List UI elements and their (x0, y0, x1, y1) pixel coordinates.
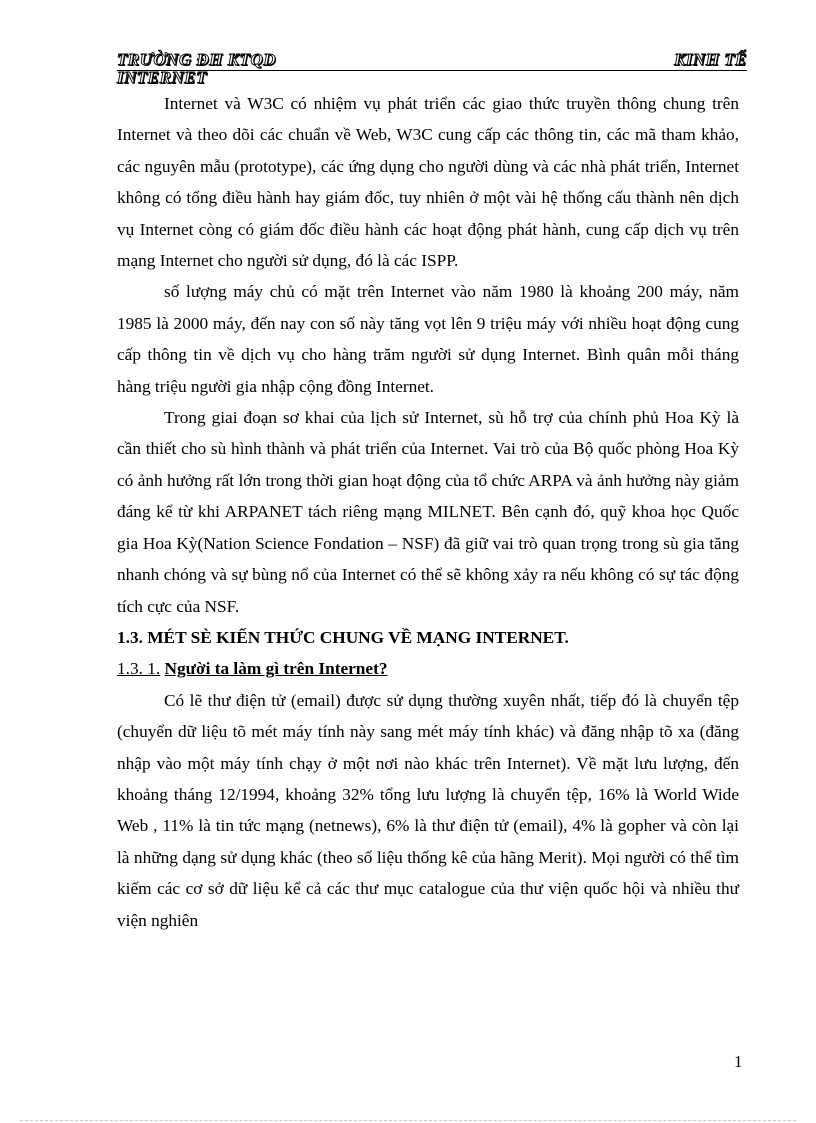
document-body (117, 88, 739, 936)
paragraph: Internet và W3C có nhiệm vụ phát triển các giao thức truyền thông chung trên Internet và theo dõi các chuẩn về Web, W3C cung cấp các thông tin, các mã tham khảo, các nguyên mẫu (prototype), các ứng dụng cho người dùng và các nhà phát triển, Internet không có tổng điều hành hay giám đốc, tuy nhiên ở một vài hệ thống cấu thành nên dịch vụ Internet còng có giám đốc điều hành các hoạt động phát hành, cung cấp dịch vụ trên mạng Internet cho người sử dụng, đó là các ISPP. (117, 94, 739, 271)
header-rule (117, 70, 747, 71)
header-topic: INTERNET (117, 68, 207, 87)
subsection-heading (117, 653, 739, 684)
paragraph: số lượng máy chủ có mặt trên Internet vào năm 1980 là khoảng 200 máy, năm 1985 là 2000 máy, đến nay con số này tăng vọt lên 9 triệu máy với nhiều hoạt động cung cấp thông tin về dịch vụ cho hàng trăm người sử dụng Internet. Bình quân mỗi tháng hàng triệu người gia nhập cộng đồng Internet. (117, 282, 739, 396)
page-bottom-edge (20, 1120, 796, 1121)
paragraph: Trong giai đoạn sơ khai của lịch sử Internet, sù hỗ trợ của chính phủ Hoa Kỳ là cần thiết cho sù hình thành và phát triển của Internet. Vai trò của Bộ quốc phòng Hoa Kỳ có ảnh hưởng rất lớn trong thời gian hoạt động của tổ chức ARPA và ảnh hưởng này giảm đáng kể từ khi ARPANET tách riêng mạng MILNET. Bên cạnh đó, quỹ khoa học Quốc gia Hoa Kỳ(Nation Science Fondation – NSF) đã giữ vai trò quan trọng trong sù gia tăng nhanh chóng và sự bùng nổ của Internet có thể sẽ không xảy ra nếu không có sự tác động tích cực của NSF. (117, 408, 739, 616)
paragraph: Có lẽ thư điện tử (email) được sử dụng thường xuyên nhất, tiếp đó là chuyển tệp (chuyển dữ liệu tõ mét máy tính này sang mét máy tính khác) và đăng nhập tõ xa (đăng nhập vào một máy tính chạy ở một nơi nào khác trên Internet). Về mặt lưu lượng, đến khoảng tháng 12/1994, khoảng 32% tổng lưu lượng là chuyển tệp, 16% là World Wide Web , 11% là tin tức mạng (netnews), 6% là thư điện tử (email), 4% là gopher và còn lại là những dạng sử dụng khác (theo số liệu thống kê của hãng Merit). Mọi người có thể tìm kiếm các cơ sở dữ liệu kể cả các thư mục catalogue của thư viện quốc hội và nhiều thư viện nghiên (117, 690, 739, 930)
subsection-number: 1.3. 1. (117, 659, 161, 679)
subsection-title: Người ta làm gì trên Internet? (164, 659, 388, 679)
section-heading: 1.3. MÉT SÈ KIẾN THỨC CHUNG VỀ MẠNG INTERNET. (117, 627, 569, 647)
header-school-name: TRƯỜNG ĐH KTQD (117, 50, 277, 69)
header-department: KINH TẾ (674, 50, 747, 69)
page-number: 1 (734, 1052, 743, 1071)
